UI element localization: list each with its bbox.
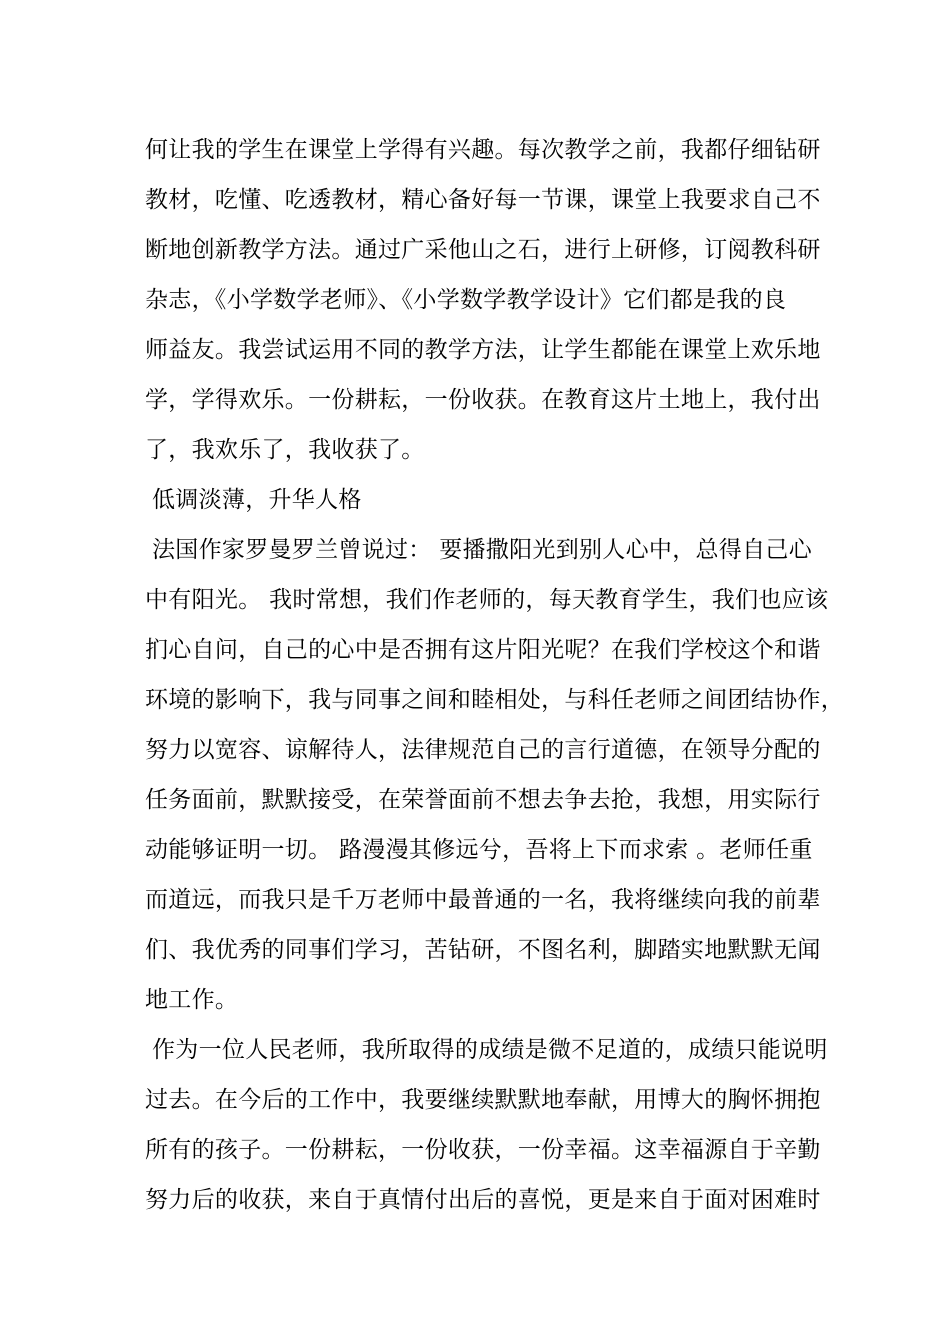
paragraph-line: 作为一位人民老师，我所取得的成绩是微不足道的，成绩只能说明 [152, 1037, 828, 1063]
paragraph-line: 断地创新教学方法。通过广采他山之石，进行上研修，订阅教科研 [145, 237, 821, 263]
paragraph-line: 而道远，而我只是千万老师中最普通的一名，我将继续向我的前辈 [145, 887, 821, 913]
paragraph-line: 师益友。我尝试运用不同的教学方法，让学生都能在课堂上欢乐地 [145, 337, 821, 363]
paragraph-line: 任务面前，默默接受，在荣誉面前不想去争去抢，我想，用实际行 [145, 787, 821, 813]
paragraph-line: 中有阳光。 我时常想，我们作老师的，每天教育学生，我们也应该 [145, 587, 829, 613]
paragraph-line: 了，我欢乐了，我收获了。 [145, 437, 425, 463]
paragraph-line: 杂志，《小学数学老师》、《小学数学教学设计》它们都是我的良 [145, 287, 787, 313]
paragraph-line: 扪心自问，自己的心中是否拥有这片阳光呢？在我们学校这个和谐 [145, 637, 821, 663]
paragraph-line: 教材，吃懂、吃透教材，精心备好每一节课，课堂上我要求自己不 [145, 187, 821, 213]
paragraph-line: 何让我的学生在课堂上学得有兴趣。每次教学之前，我都仔细钻研 [145, 137, 821, 163]
paragraph-line: 环境的影响下，我与同事之间和睦相处，与科任老师之间团结协作， [145, 687, 844, 713]
paragraph-line: 地工作。 [145, 987, 239, 1013]
paragraph-line: 动能够证明一切。 路漫漫其修远兮，吾将上下而求索 。老师任重 [145, 837, 813, 863]
paragraph-line: 法国作家罗曼罗兰曾说过： 要播撒阳光到别人心中，总得自己心 [152, 537, 813, 563]
paragraph-line: 过去。在今后的工作中，我要继续默默地奉献，用博大的胸怀拥抱 [145, 1087, 821, 1113]
section-heading: 低调淡薄，升华人格 [152, 487, 362, 513]
paragraph-line: 努力后的收获，来自于真情付出后的喜悦，更是来自于面对困难时 [145, 1187, 821, 1213]
paragraph-line: 们、我优秀的同事们学习，苦钻研，不图名利，脚踏实地默默无闻 [145, 937, 821, 963]
paragraph-line: 所有的孩子。一份耕耘，一份收获，一份幸福。这幸福源自于辛勤 [145, 1137, 821, 1163]
paragraph-line: 学，学得欢乐。一份耕耘，一份收获。在教育这片土地上，我付出 [145, 387, 821, 413]
paragraph-line: 努力以宽容、谅解待人，法律规范自己的言行道德，在领导分配的 [145, 737, 821, 763]
